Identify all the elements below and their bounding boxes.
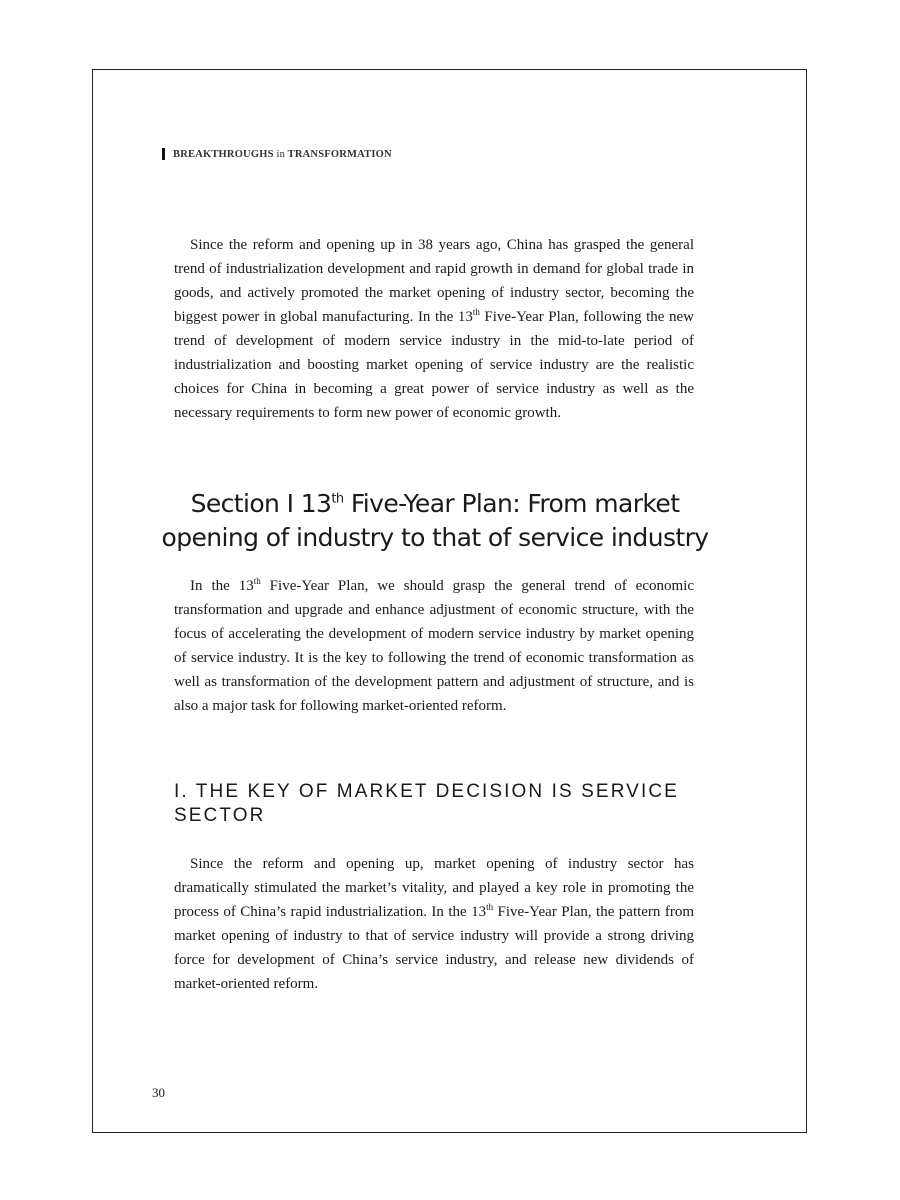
page-number: 30 bbox=[152, 1085, 165, 1100]
running-header bbox=[162, 148, 392, 160]
running-header-text-small: in bbox=[276, 148, 286, 160]
section-paragraph bbox=[174, 574, 694, 718]
section-block bbox=[174, 574, 694, 718]
intro-block bbox=[174, 233, 694, 425]
intro-paragraph-part2: Five-Year Plan, following the new trend of development of modern service industry in the mid-to-late period of industrialization and boosting market opening of service industry are the realistic choices for China in becoming a great power of service industry as well as the necessary requirements to form new power of economic growth. bbox=[174, 309, 694, 421]
section-heading-sup: th bbox=[331, 491, 344, 507]
final-paragraph-sup: th bbox=[486, 902, 494, 912]
section-heading bbox=[140, 487, 730, 555]
section-paragraph-sup: th bbox=[253, 576, 261, 586]
section-heading-part1: Section I 13 bbox=[190, 489, 332, 518]
section-paragraph-part1: In the 13 bbox=[190, 578, 254, 594]
intro-paragraph-part1: Since the reform and opening up in 38 years ago, China has grasped the general trend of industrialization development and rapid growth in demand for global trade in goods, and actively promoted the market opening of industry sector, becoming the biggest power in global manufacturing. In the 13 bbox=[174, 237, 694, 325]
running-header-text bbox=[173, 149, 392, 160]
final-block bbox=[174, 852, 694, 996]
final-paragraph bbox=[174, 852, 694, 996]
intro-paragraph-sup: th bbox=[472, 307, 480, 317]
section-paragraph-part2: Five-Year Plan, we should grasp the general trend of economic transformation and upgrade and enhance adjustment of economic structure, with the focus of accelerating the development of modern service industry by market opening of service industry. It is the key to following the trend of economic transformation as well as transformation of the development pattern and adjustment of structure, and is also a major task for following market-oriented reform. bbox=[174, 578, 694, 714]
intro-paragraph bbox=[174, 233, 694, 425]
final-paragraph-part2: Five-Year Plan, the pattern from market opening of industry to that of service industry will provide a strong driving force for development of China’s service industry, and release new dividends of market-oriented reform. bbox=[174, 904, 695, 992]
header-bar bbox=[162, 148, 165, 160]
sub-heading: I. THE KEY OF MARKET DECISION IS SERVICE SECTOR bbox=[174, 781, 679, 826]
section-heading-part2: Five-Year Plan: From market opening of industry to that of service industry bbox=[161, 489, 709, 552]
running-header-text-before: BREAKTHROUGHS bbox=[173, 148, 277, 160]
final-paragraph-part1: Since the reform and opening up, market opening of industry sector has dramatically stimulated the market’s vitality, and played a key role in promoting the process of China’s rapid industrialization. In the 13 bbox=[174, 856, 694, 920]
running-header-text-after: TRANSFORMATION bbox=[285, 148, 392, 160]
